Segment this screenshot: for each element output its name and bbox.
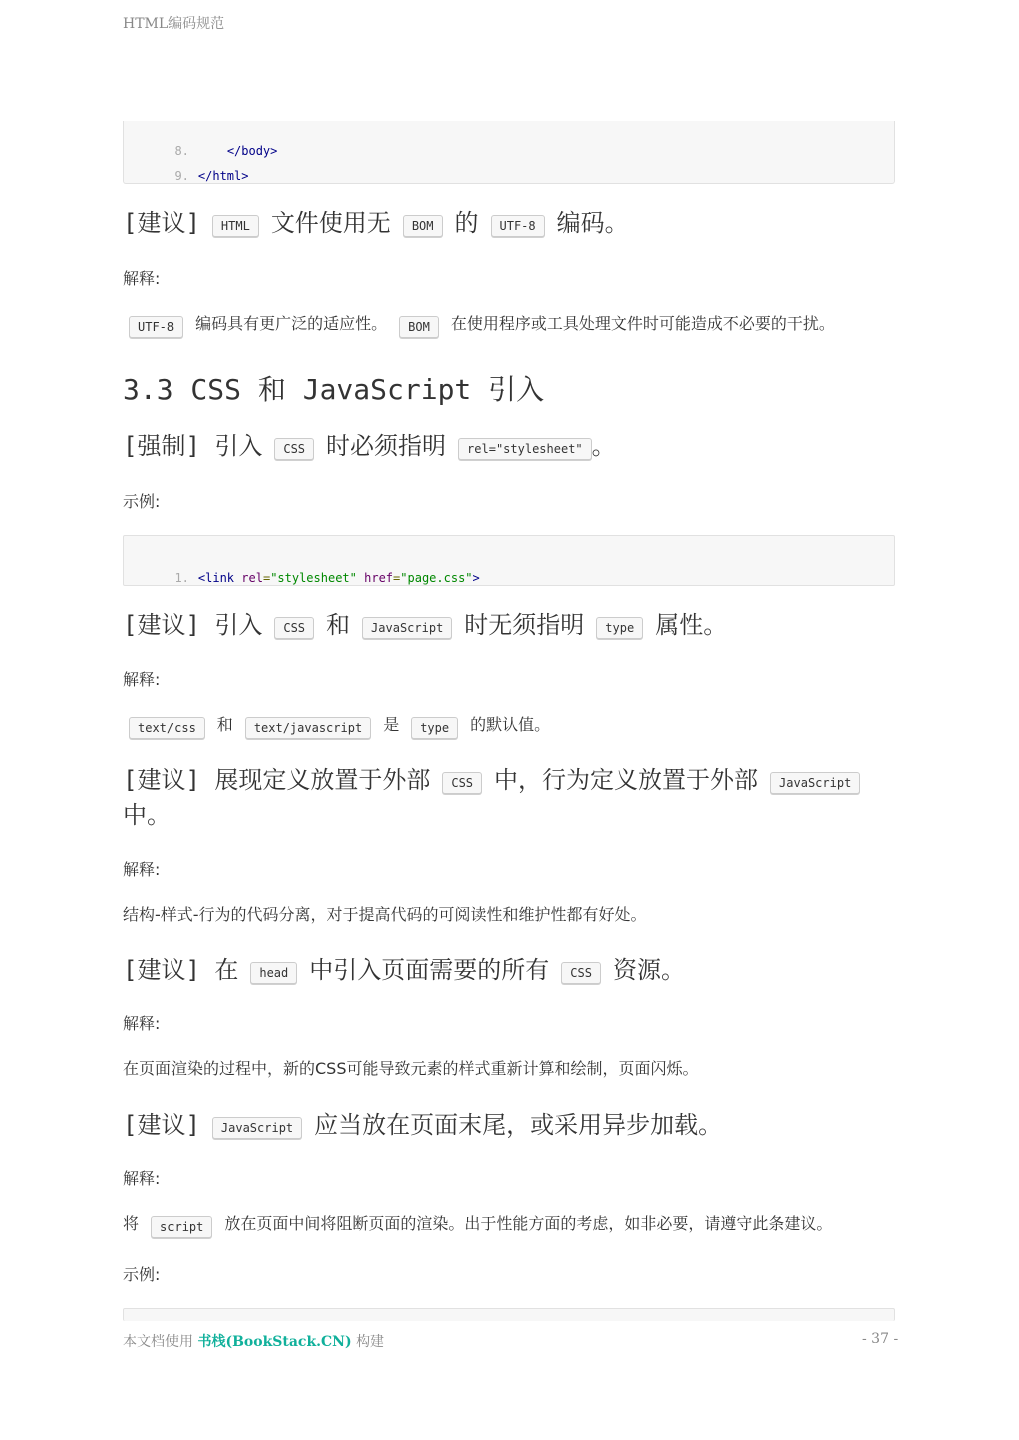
rule-prefix: [建议] <box>123 956 200 984</box>
rule-prefix: [建议] <box>123 611 200 639</box>
rule-text: 文件使用无 <box>270 209 391 237</box>
rule-text: 资源。 <box>612 956 685 984</box>
explain-label: 解释: <box>123 670 161 689</box>
code-line <box>124 121 278 158</box>
rule-text: 应当放在页面末尾，或采用异步加载。 <box>314 1111 723 1139</box>
rule-text: 属性。 <box>655 611 728 639</box>
para-text: 在使用程序或工具处理文件时可能造成不必要的干扰。 <box>450 314 835 333</box>
inline-code: BOM <box>403 215 443 237</box>
explain-js <box>123 1212 832 1236</box>
code-attr: href <box>364 571 394 585</box>
rule-text: 中引入页面需要的所有 <box>309 956 550 984</box>
inline-code: script <box>151 1216 212 1238</box>
inline-code: JavaScript <box>362 617 452 639</box>
code-value: "stylesheet" <box>270 571 357 585</box>
rule-heading-bom <box>123 206 629 240</box>
rule-heading-external <box>123 763 872 797</box>
explain-label: 解释: <box>123 269 161 288</box>
code-text: </body> <box>226 144 278 158</box>
code-value: "page.css" <box>400 571 473 585</box>
para-text: 将 <box>123 1214 140 1233</box>
rule-text: 。 <box>591 432 616 460</box>
rule-prefix: [建议] <box>123 766 200 794</box>
page-number: - 37 - <box>862 1331 899 1347</box>
explain-head: 在页面渲染的过程中，新的CSS可能导致元素的样式重新计算和绘制，页面闪烁。 <box>123 1059 699 1078</box>
rule-heading-head <box>123 953 685 987</box>
footer-suffix: 构建 <box>356 1334 385 1350</box>
explain-label: 解释: <box>123 860 161 879</box>
para-text: 的默认值。 <box>470 715 551 734</box>
inline-code: CSS <box>274 617 314 639</box>
footer-credit <box>123 1331 384 1351</box>
rule-text: 时必须指明 <box>326 432 447 460</box>
code-tag: > <box>472 571 480 585</box>
code-block-bottom <box>123 1308 895 1321</box>
example-label: 示例: <box>123 1265 161 1284</box>
para-text: 编码具有更广泛的适应性。 <box>195 314 388 333</box>
code-block-example <box>123 535 895 586</box>
line-number: 1. <box>174 571 189 585</box>
code-line: 1. <link rel="stylesheet" href="page.css"> <box>124 548 480 568</box>
inline-code: rel="stylesheet" <box>458 438 592 460</box>
explain-label: 解释: <box>123 1014 161 1033</box>
code-attr: rel <box>241 571 263 585</box>
inline-code: HTML <box>212 215 259 237</box>
running-header: HTML编码规范 <box>123 16 225 32</box>
para-text: 和 <box>216 715 233 734</box>
inline-code: CSS <box>274 438 314 460</box>
rule-text: 中，行为定义放置于外部 <box>494 766 759 794</box>
explain-type <box>123 713 550 737</box>
inline-code: CSS <box>442 772 482 794</box>
inline-code: CSS <box>561 962 601 984</box>
code-text: </html> <box>197 169 249 183</box>
footer-brand-link[interactable]: 书栈(BookStack.CN) <box>197 1334 352 1350</box>
rule-text: 引入 <box>214 611 263 639</box>
rule-heading-js <box>123 1108 722 1142</box>
inline-code: UTF-8 <box>129 316 183 338</box>
section-title: 3.3 CSS 和 JavaScript 引入 <box>123 373 545 406</box>
code-line <box>124 146 249 183</box>
rule-text: 在 <box>214 956 239 984</box>
rule-text: 和 <box>326 611 351 639</box>
code-block-top <box>123 121 895 184</box>
rule-text: 展现定义放置于外部 <box>214 766 431 794</box>
inline-code: type <box>596 617 643 639</box>
rule-prefix: [强制] <box>123 432 200 460</box>
rule-text: 的 <box>454 209 479 237</box>
inline-code: text/javascript <box>245 717 371 739</box>
rule-text: 编码。 <box>556 209 629 237</box>
footer-prefix: 本文档使用 <box>123 1334 193 1350</box>
inline-code: type <box>411 717 458 739</box>
example-label: 示例: <box>123 492 161 511</box>
rule-text: 引入 <box>214 432 263 460</box>
rule-heading-rel <box>123 429 616 463</box>
para-text: 是 <box>383 715 400 734</box>
line-number: 9. <box>174 169 189 183</box>
inline-code: JavaScript <box>212 1117 302 1139</box>
rule-heading-external-cont: 中。 <box>123 801 171 829</box>
inline-code: BOM <box>399 316 439 338</box>
rule-prefix: [建议] <box>123 209 200 237</box>
explain-external: 结构-样式-行为的代码分离，对于提高代码的可阅读性和维护性都有好处。 <box>123 905 647 924</box>
code-tag: <link <box>197 571 235 585</box>
inline-code: text/css <box>129 717 205 739</box>
inline-code: UTF-8 <box>491 215 545 237</box>
rule-prefix: [建议] <box>123 1111 200 1139</box>
inline-code: head <box>250 962 297 984</box>
inline-code: JavaScript <box>770 772 860 794</box>
rule-text: 时无须指明 <box>464 611 585 639</box>
line-number: 8. <box>174 144 189 158</box>
para-text: 放在页面中间将阻断页面的渲染。出于性能方面的考虑，如非必要，请遵守此条建议。 <box>224 1214 833 1233</box>
explain-bom <box>123 312 835 336</box>
explain-label: 解释: <box>123 1169 161 1188</box>
rule-heading-type <box>123 608 727 642</box>
